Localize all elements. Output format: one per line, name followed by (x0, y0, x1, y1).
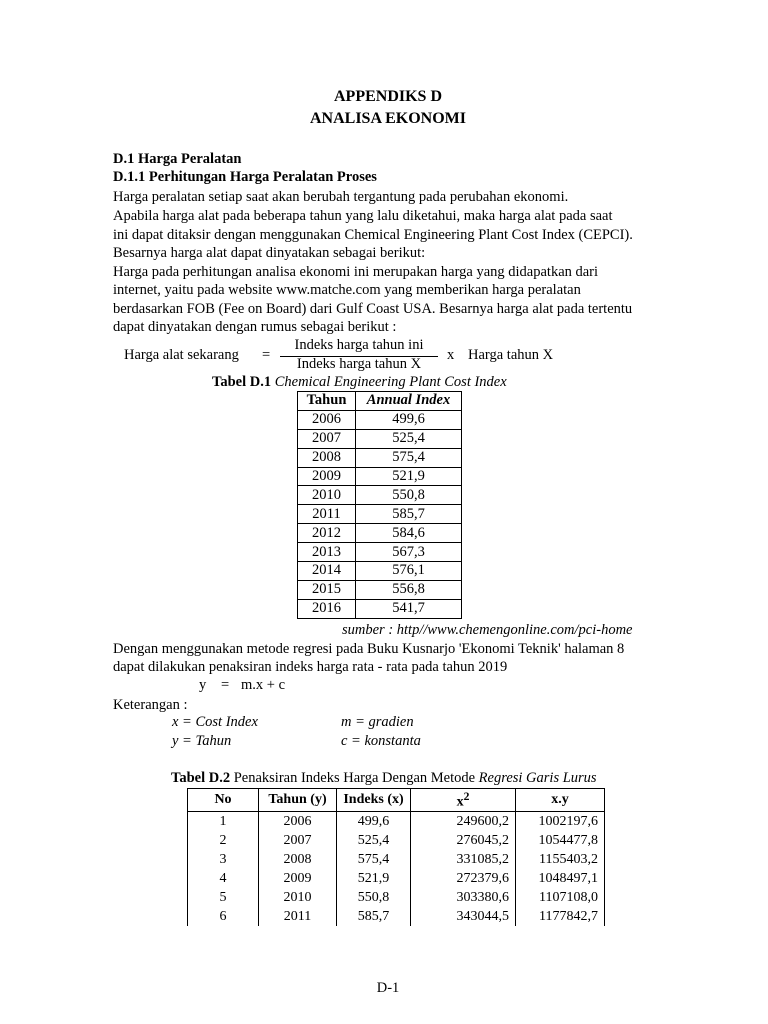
paragraph-line: Harga peralatan setiap saat akan berubah tergantung pada perubahan ekonomi. (113, 189, 569, 205)
paragraph-line: berdasarkan FOB (Fee on Board) dari Gulf Coast USA. Besarnya harga alat pada tertentu (113, 301, 633, 317)
table-cell: 1107108,0 (516, 888, 605, 907)
table-row (188, 812, 605, 832)
table-row (188, 907, 605, 926)
table-cell: 331085,2 (411, 850, 516, 869)
table-cell: 2006 (259, 812, 337, 832)
table1-caption-text: Chemical Engineering Plant Cost Index (274, 374, 507, 390)
table-cell: 550,8 (356, 486, 462, 505)
subsection-heading: D.1.1 Perhitungan Harga Peralatan Proses (113, 169, 377, 185)
table-header-row (188, 789, 605, 812)
table2-caption-text: Penaksiran Indeks Harga Dengan Metode (233, 770, 476, 786)
table-cell: 2011 (259, 907, 337, 926)
table-cell: 1054477,8 (516, 831, 605, 850)
equation-equals: = (221, 677, 230, 693)
definition-x: x = Cost Index (172, 714, 258, 730)
table-row (298, 448, 462, 467)
table-cell: 2009 (259, 869, 337, 888)
table-row (188, 831, 605, 850)
header-x: x (456, 794, 464, 810)
table-cell: 585,7 (356, 505, 462, 524)
table-header: Annual Index (356, 392, 462, 411)
table-cell: 343044,5 (411, 907, 516, 926)
table-cell: 2008 (259, 850, 337, 869)
table-row (298, 543, 462, 562)
table-row (298, 429, 462, 448)
table-header: No (188, 789, 259, 812)
table-header-x2 (411, 789, 516, 812)
table-cell: 2010 (259, 888, 337, 907)
table-cell: 272379,6 (411, 869, 516, 888)
paragraph-line: internet, yaitu pada website www.matche.com yang memberikan harga peralatan (113, 282, 581, 298)
equation-rhs: m.x + c (241, 677, 286, 693)
paragraph-line: ini dapat ditaksir dengan menggunakan Chemical Engineering Plant Cost Index (CEPCI). (113, 227, 633, 243)
table-row (298, 524, 462, 543)
table-cell: 1002197,6 (516, 812, 605, 832)
table-row (298, 486, 462, 505)
table-cell: 303380,6 (411, 888, 516, 907)
table-row (298, 599, 462, 618)
page-subtitle: ANALISA EKONOMI (309, 110, 467, 127)
table-cell: 1048497,1 (516, 869, 605, 888)
table-cell: 521,9 (337, 869, 411, 888)
table-cell: 2016 (298, 599, 356, 618)
paragraph-line: Besarnya harga alat dapat dinyatakan sebagai berikut: (113, 245, 426, 261)
table2-caption-italic: Regresi Garis Lurus (478, 770, 597, 786)
table-cell: 2011 (298, 505, 356, 524)
paragraph-line: Harga pada perhitungan analisa ekonomi ini merupakan harga yang didapatkan dari (113, 264, 599, 280)
table-cell: 2008 (298, 448, 356, 467)
table-cell: 541,7 (356, 599, 462, 618)
table-row (298, 580, 462, 599)
definition-y: y = Tahun (172, 733, 232, 749)
table-row (298, 410, 462, 429)
table-cell: 249600,2 (411, 812, 516, 832)
table-cell: 575,4 (356, 448, 462, 467)
table-row (188, 869, 605, 888)
table1-caption (212, 374, 507, 391)
keterangan-label: Keterangan : (113, 697, 188, 713)
formula-equals: = (262, 347, 271, 363)
table-cell: 2006 (298, 410, 356, 429)
table-cell: 2010 (298, 486, 356, 505)
table-row (298, 562, 462, 581)
table-cell: 2015 (298, 580, 356, 599)
table-row (188, 888, 605, 907)
formula-numerator: Indeks harga tahun ini (294, 337, 424, 353)
table-cell: 2007 (298, 429, 356, 448)
table-cell: 2013 (298, 543, 356, 562)
table-cell: 525,4 (337, 831, 411, 850)
table-cell: 556,8 (356, 580, 462, 599)
table-cell: 1 (188, 812, 259, 832)
regression-line: Dengan menggunakan metode regresi pada Buku Kusnarjo 'Ekonomi Teknik' halaman 8 (113, 641, 625, 657)
regression-table (187, 788, 605, 926)
table-cell: 4 (188, 869, 259, 888)
table-cell: 2007 (259, 831, 337, 850)
table1-caption-label: Tabel D.1 (212, 374, 272, 390)
table-cell: 567,3 (356, 543, 462, 562)
table-cell: 3 (188, 850, 259, 869)
table-cell: 2014 (298, 562, 356, 581)
header-superscript: 2 (463, 789, 470, 803)
table-header: Tahun (298, 392, 356, 411)
equation-y: y (199, 677, 207, 693)
table1-source: sumber : http//www.chemengonline.com/pci-home (342, 622, 633, 638)
cepci-table (297, 391, 462, 619)
table-cell: 276045,2 (411, 831, 516, 850)
formula-lhs: Harga alat sekarang (124, 347, 239, 363)
table-cell: 1177842,7 (516, 907, 605, 926)
paragraph-line: dapat dinyatakan dengan rumus sebagai berikut : (113, 319, 397, 335)
table-cell: 575,4 (337, 850, 411, 869)
definition-c: c = konstanta (341, 733, 421, 749)
table-cell: 499,6 (337, 812, 411, 832)
regression-line: dapat dilakukan penaksiran indeks harga rata - rata pada tahun 2019 (113, 659, 508, 675)
page-number: D-1 (376, 980, 400, 996)
section-heading: D.1 Harga Peralatan (113, 151, 242, 167)
table2-caption (171, 770, 597, 787)
paragraph-line: Apabila harga alat pada beberapa tahun yang lalu diketahui, maka harga alat pada saat (113, 208, 613, 224)
table-header: Tahun (y) (259, 789, 337, 812)
table-row (298, 467, 462, 486)
table-cell: 525,4 (356, 429, 462, 448)
table-cell: 521,9 (356, 467, 462, 486)
table-row (188, 850, 605, 869)
table-cell: 2 (188, 831, 259, 850)
table-cell: 2012 (298, 524, 356, 543)
table-cell: 585,7 (337, 907, 411, 926)
table-cell: 550,8 (337, 888, 411, 907)
table-cell: 499,6 (356, 410, 462, 429)
table-cell: 2009 (298, 467, 356, 486)
formula-rhs: Harga tahun X (468, 347, 554, 363)
formula-times: x (447, 347, 455, 363)
table-cell: 1155403,2 (516, 850, 605, 869)
table-header: x.y (516, 789, 605, 812)
table-row (298, 505, 462, 524)
table-header-row (298, 392, 462, 411)
table-cell: 6 (188, 907, 259, 926)
table-cell: 584,6 (356, 524, 462, 543)
table-cell: 576,1 (356, 562, 462, 581)
table-header: Indeks (x) (337, 789, 411, 812)
page-title: APPENDIKS D (333, 88, 442, 105)
formula-denominator: Indeks harga tahun X (296, 356, 422, 372)
table-cell: 5 (188, 888, 259, 907)
table2-caption-label: Tabel D.2 (171, 770, 231, 786)
definition-m: m = gradien (341, 714, 414, 730)
